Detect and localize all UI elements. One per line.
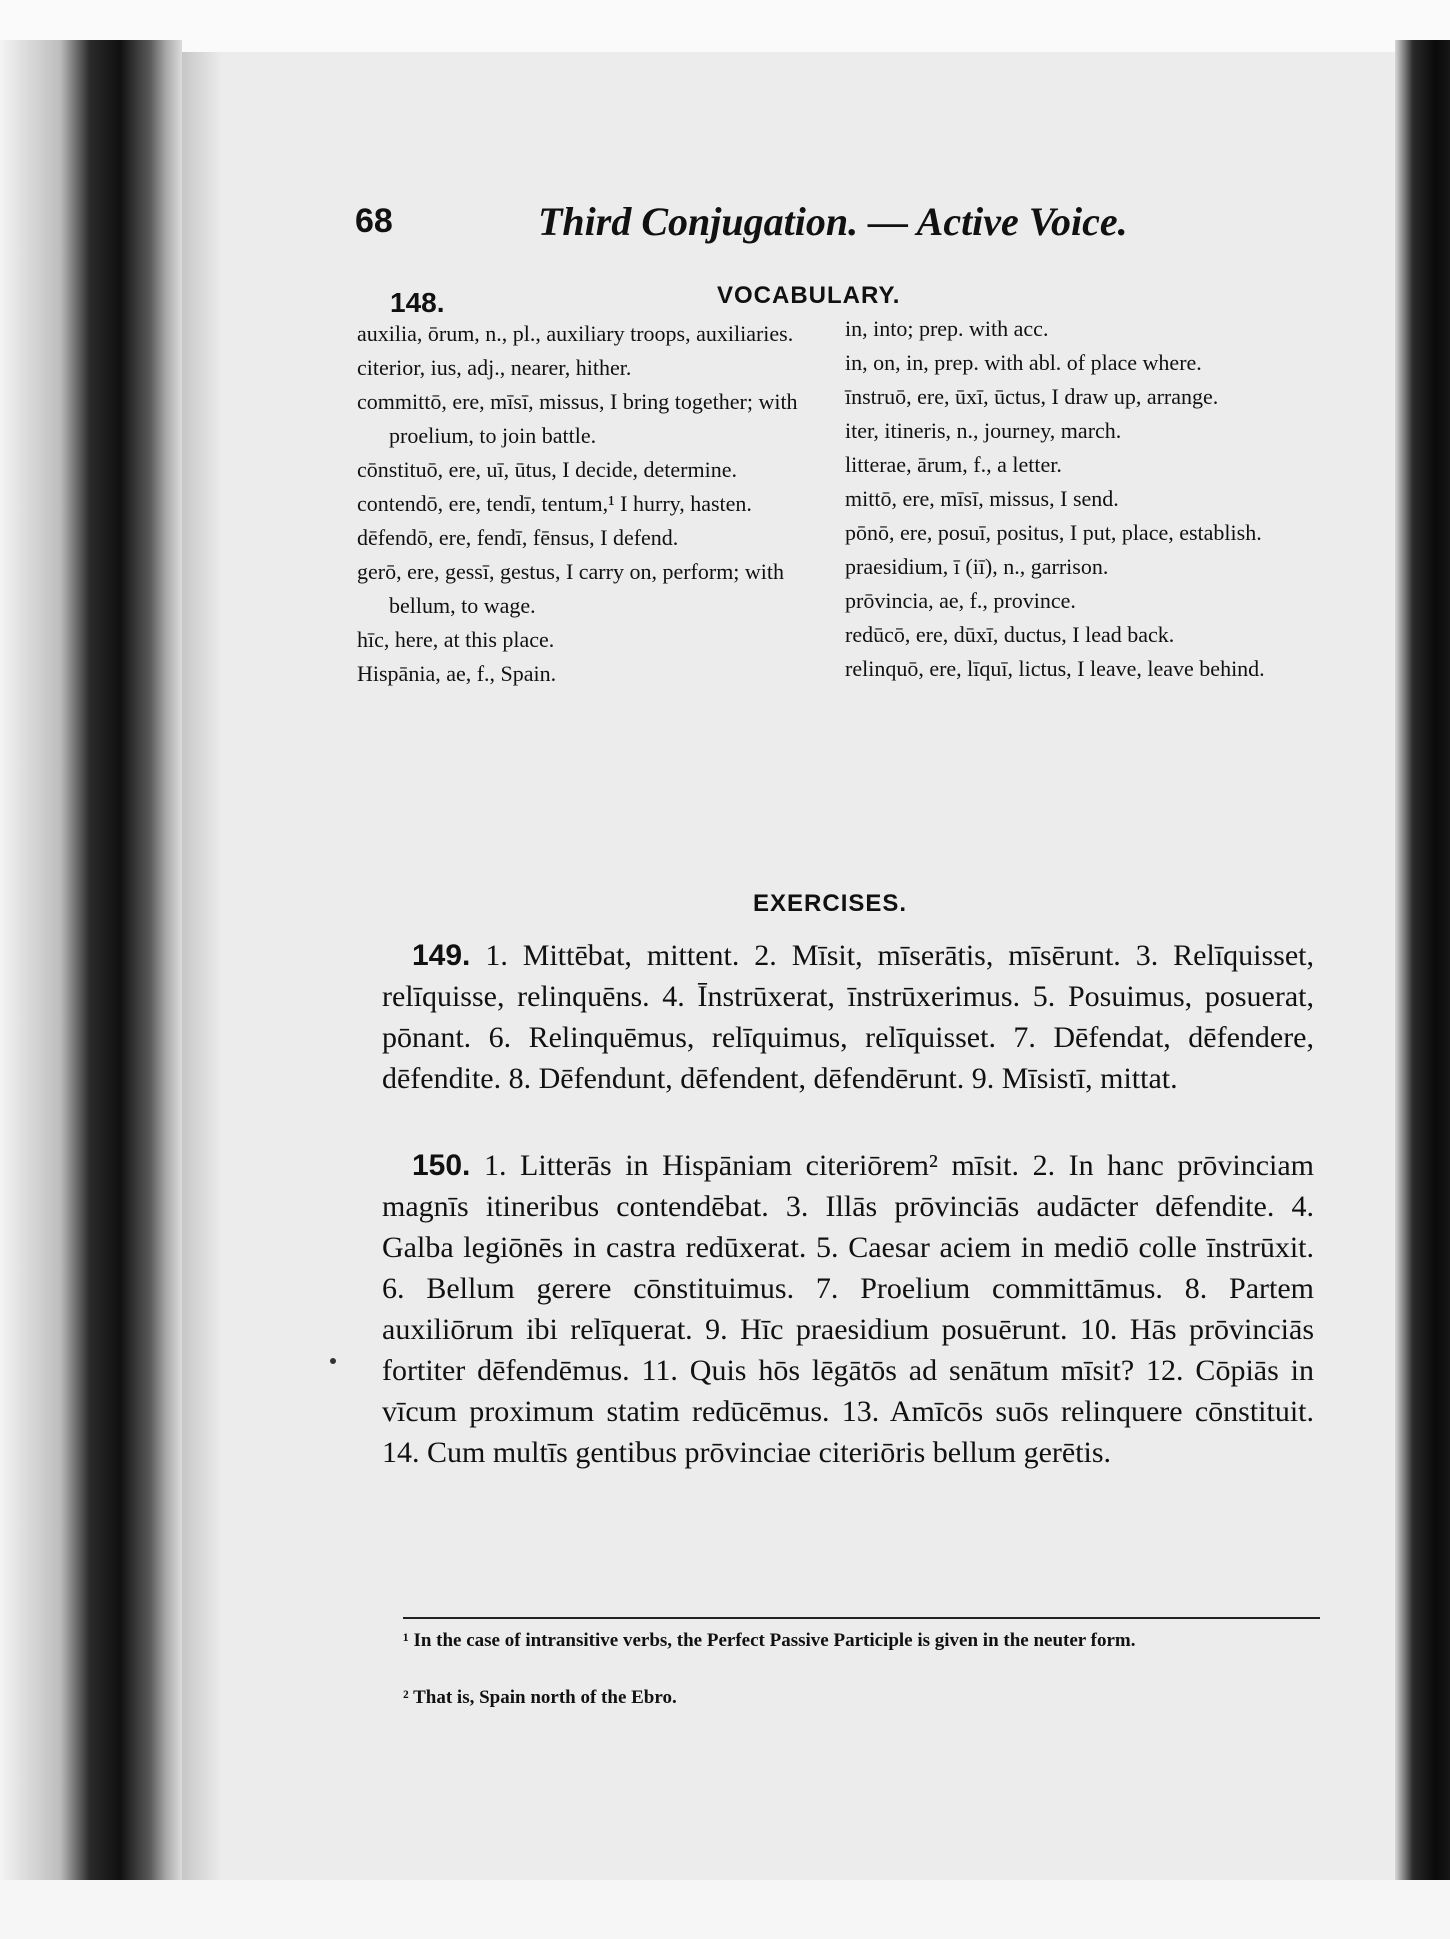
vocab-entry: relinquō, ere, līquī, lictus, I leave, leave behind. (845, 656, 1265, 681)
vocab-entry: citerior, ius, adj., nearer, hither. (357, 355, 632, 380)
vocabulary-left-column (357, 317, 813, 691)
vocabulary-right-column (845, 312, 1305, 686)
vocab-entry: auxilia, ōrum, n., pl., auxiliary troops, auxiliaries. (357, 321, 794, 346)
exercise-149-text: 1. Mittēbat, mittent. 2. Mīsit, mīserātis, mīsērunt. 3. Relīquisset, relīquisse, relinquēns. 4. Īnstrūxerat, īnstrūxerimus. 5. Posuimus, posuerat, pōnant. 6. Relinquēmus, relīquimus, relīquisset. 7. Dēfendat, dēfendere, dēfendite. 8. Dēfendunt, dēfendent, dēfendērunt. 9. Mīsistī, mittat. (382, 939, 1315, 1095)
vocab-entry: litterae, ārum, f., a letter. (845, 452, 1062, 477)
scan-bottom-margin (0, 1880, 1450, 1939)
running-header (355, 198, 1128, 246)
vocab-entry: mittō, ere, mīsī, missus, I send. (845, 486, 1119, 511)
vocab-entry: in, into; prep. with acc. (845, 316, 1049, 341)
vocab-entry: prōvincia, ae, f., province. (845, 588, 1076, 613)
section-number-148: 148. (390, 287, 445, 318)
vocab-entry: pōnō, ere, posuī, positus, I put, place, establish. (845, 520, 1262, 545)
vocab-entry: dēfendō, ere, fendī, fēnsus, I defend. (357, 525, 679, 550)
exercise-number-150: 150. (412, 1149, 471, 1182)
vocab-entry: gerō, ere, gessī, gestus, I carry on, perform; with bellum, to wage. (357, 559, 785, 618)
footnote-1: ¹ In the case of intransitive verbs, the Perfect Passive Participle is given in the neuter form. (403, 1630, 1136, 1651)
exercise-149 (382, 935, 1314, 1099)
page-gutter-shadow (182, 52, 222, 1888)
vocab-entry: committō, ere, mīsī, missus, I bring together; with proelium, to join battle. (357, 389, 798, 448)
exercises-heading: EXERCISES. (753, 890, 908, 917)
vocab-entry: Hispānia, ae, f., Spain. (357, 661, 557, 686)
vocab-entry: cōnstituō, ere, uī, ūtus, I decide, determine. (357, 457, 737, 482)
vocab-entry: contendō, ere, tendī, tentum,¹ I hurry, hasten. (357, 491, 752, 516)
scan-speck (330, 1358, 336, 1364)
vocab-entry: hīc, here, at this place. (357, 627, 555, 652)
vocab-entry: in, on, in, prep. with abl. of place where. (845, 350, 1202, 375)
exercise-number-149: 149. (412, 939, 471, 972)
footnote-2: ² That is, Spain north of the Ebro. (403, 1687, 677, 1708)
running-title: Third Conjugation. — Active Voice. (538, 199, 1128, 244)
page-number: 68 (355, 202, 393, 240)
vocab-entry: iter, itineris, n., journey, march. (845, 418, 1122, 443)
book-binding-left (0, 40, 182, 1900)
footnote-divider (403, 1617, 1320, 1619)
vocab-entry: redūcō, ere, dūxī, ductus, I lead back. (845, 622, 1175, 647)
exercise-150 (382, 1145, 1314, 1473)
book-edge-right (1395, 40, 1450, 1900)
vocab-entry: praesidium, ī (iī), n., garrison. (845, 554, 1109, 579)
exercise-150-text: 1. Litterās in Hispāniam citeriōrem² mīsit. 2. In hanc prōvinciam magnīs itineribus contendēbat. 3. Illās prōvinciās audācter dēfendite. 4. Galba legiōnēs in castra redūxerat. 5. Caesar aciem in mediō colle īnstrūxit. 6. Bellum gerere cōnstituimus. 7. Proelium committāmus. 8. Partem auxiliōrum ibi relīquerat. 9. Hīc praesidium posuērunt. 10. Hās prōvinciās fortiter dēfendēmus. 11. Quis hōs lēgātōs ad senātum mīsit? 12. Cōpiās in vīcum proximum statim redūcēmus. 13. Amīcōs suōs relinquere cōnstituit. 14. Cum multīs gentibus prōvinciae citeriōris bellum gerētis. (382, 1149, 1315, 1469)
vocab-entry: īnstruō, ere, ūxī, ūctus, I draw up, arrange. (845, 384, 1219, 409)
vocabulary-heading: VOCABULARY. (717, 282, 901, 309)
